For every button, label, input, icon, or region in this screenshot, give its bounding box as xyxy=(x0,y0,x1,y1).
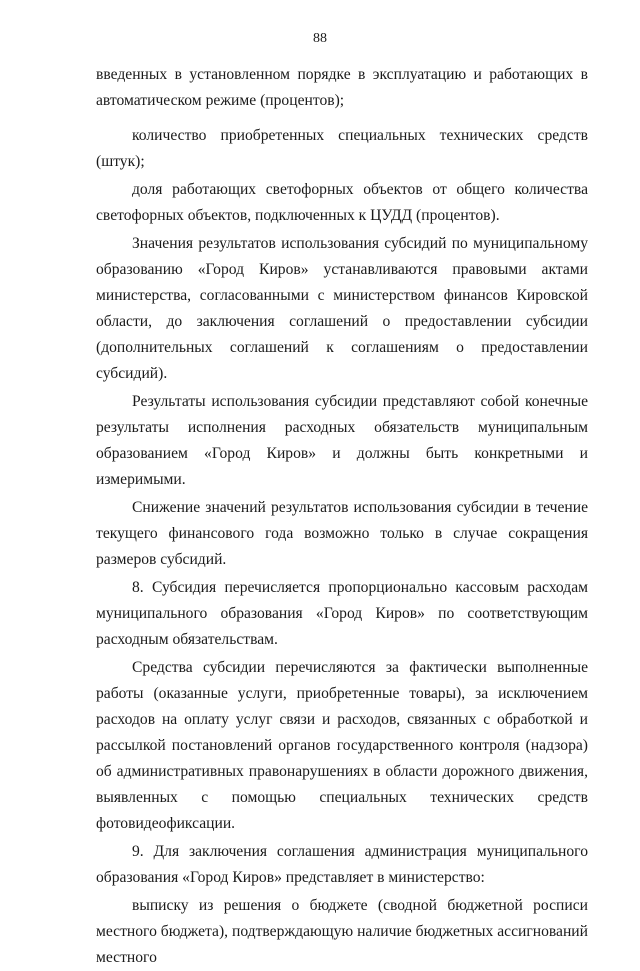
document-body xyxy=(96,62,588,971)
paragraph: Средства субсидии перечисляются за фактически выполненные работы (оказанные услуги, приобретенные товары), за исключением расходов на оплату услуг связи и расходов, связанных с обработкой и рассылкой постановлений органов государственного контроля (надзора) об административных правонарушениях в области дорожного движения, выявленных с помощью специальных технических средств фотовидеофиксации. xyxy=(96,659,588,832)
paragraph: количество приобретенных специальных технических средств (штук); xyxy=(96,127,588,170)
paragraph: выписку из решения о бюджете (сводной бюджетной росписи местного бюджета), подтверждающую наличие бюджетных ассигнований местного xyxy=(96,897,588,966)
paragraph: 8. Субсидия перечисляется пропорционально кассовым расходам муниципального образования «Город Киров» по соответствующим расходным обязательствам. xyxy=(96,579,588,648)
paragraph: доля работающих светофорных объектов от общего количества светофорных объектов, подключенных к ЦУДД (процентов). xyxy=(96,181,588,224)
page-number: 88 xyxy=(313,31,327,46)
paragraph: Результаты использования субсидии представляют собой конечные результаты исполнения расходных обязательств муниципальным образованием «Город Киров» и должны быть конкретными и измеримыми. xyxy=(96,393,588,488)
paragraph: Снижение значений результатов использования субсидии в течение текущего финансового года возможно только в случае сокращения размеров субсидий. xyxy=(96,499,588,568)
paragraph: введенных в установленном порядке в эксплуатацию и работающих в автоматическом режиме (процентов); xyxy=(96,66,588,109)
paragraph: 9. Для заключения соглашения администрация муниципального образования «Город Киров» представляет в министерство: xyxy=(96,843,588,886)
paragraph: Значения результатов использования субсидий по муниципальному образованию «Город Киров» устанавливаются правовыми актами министерства, согласованными с министерством финансов Кировской области, до заключения соглашений о предоставлении субсидии (дополнительных соглашений к соглашениям о предоставлении субсидий). xyxy=(96,235,588,382)
